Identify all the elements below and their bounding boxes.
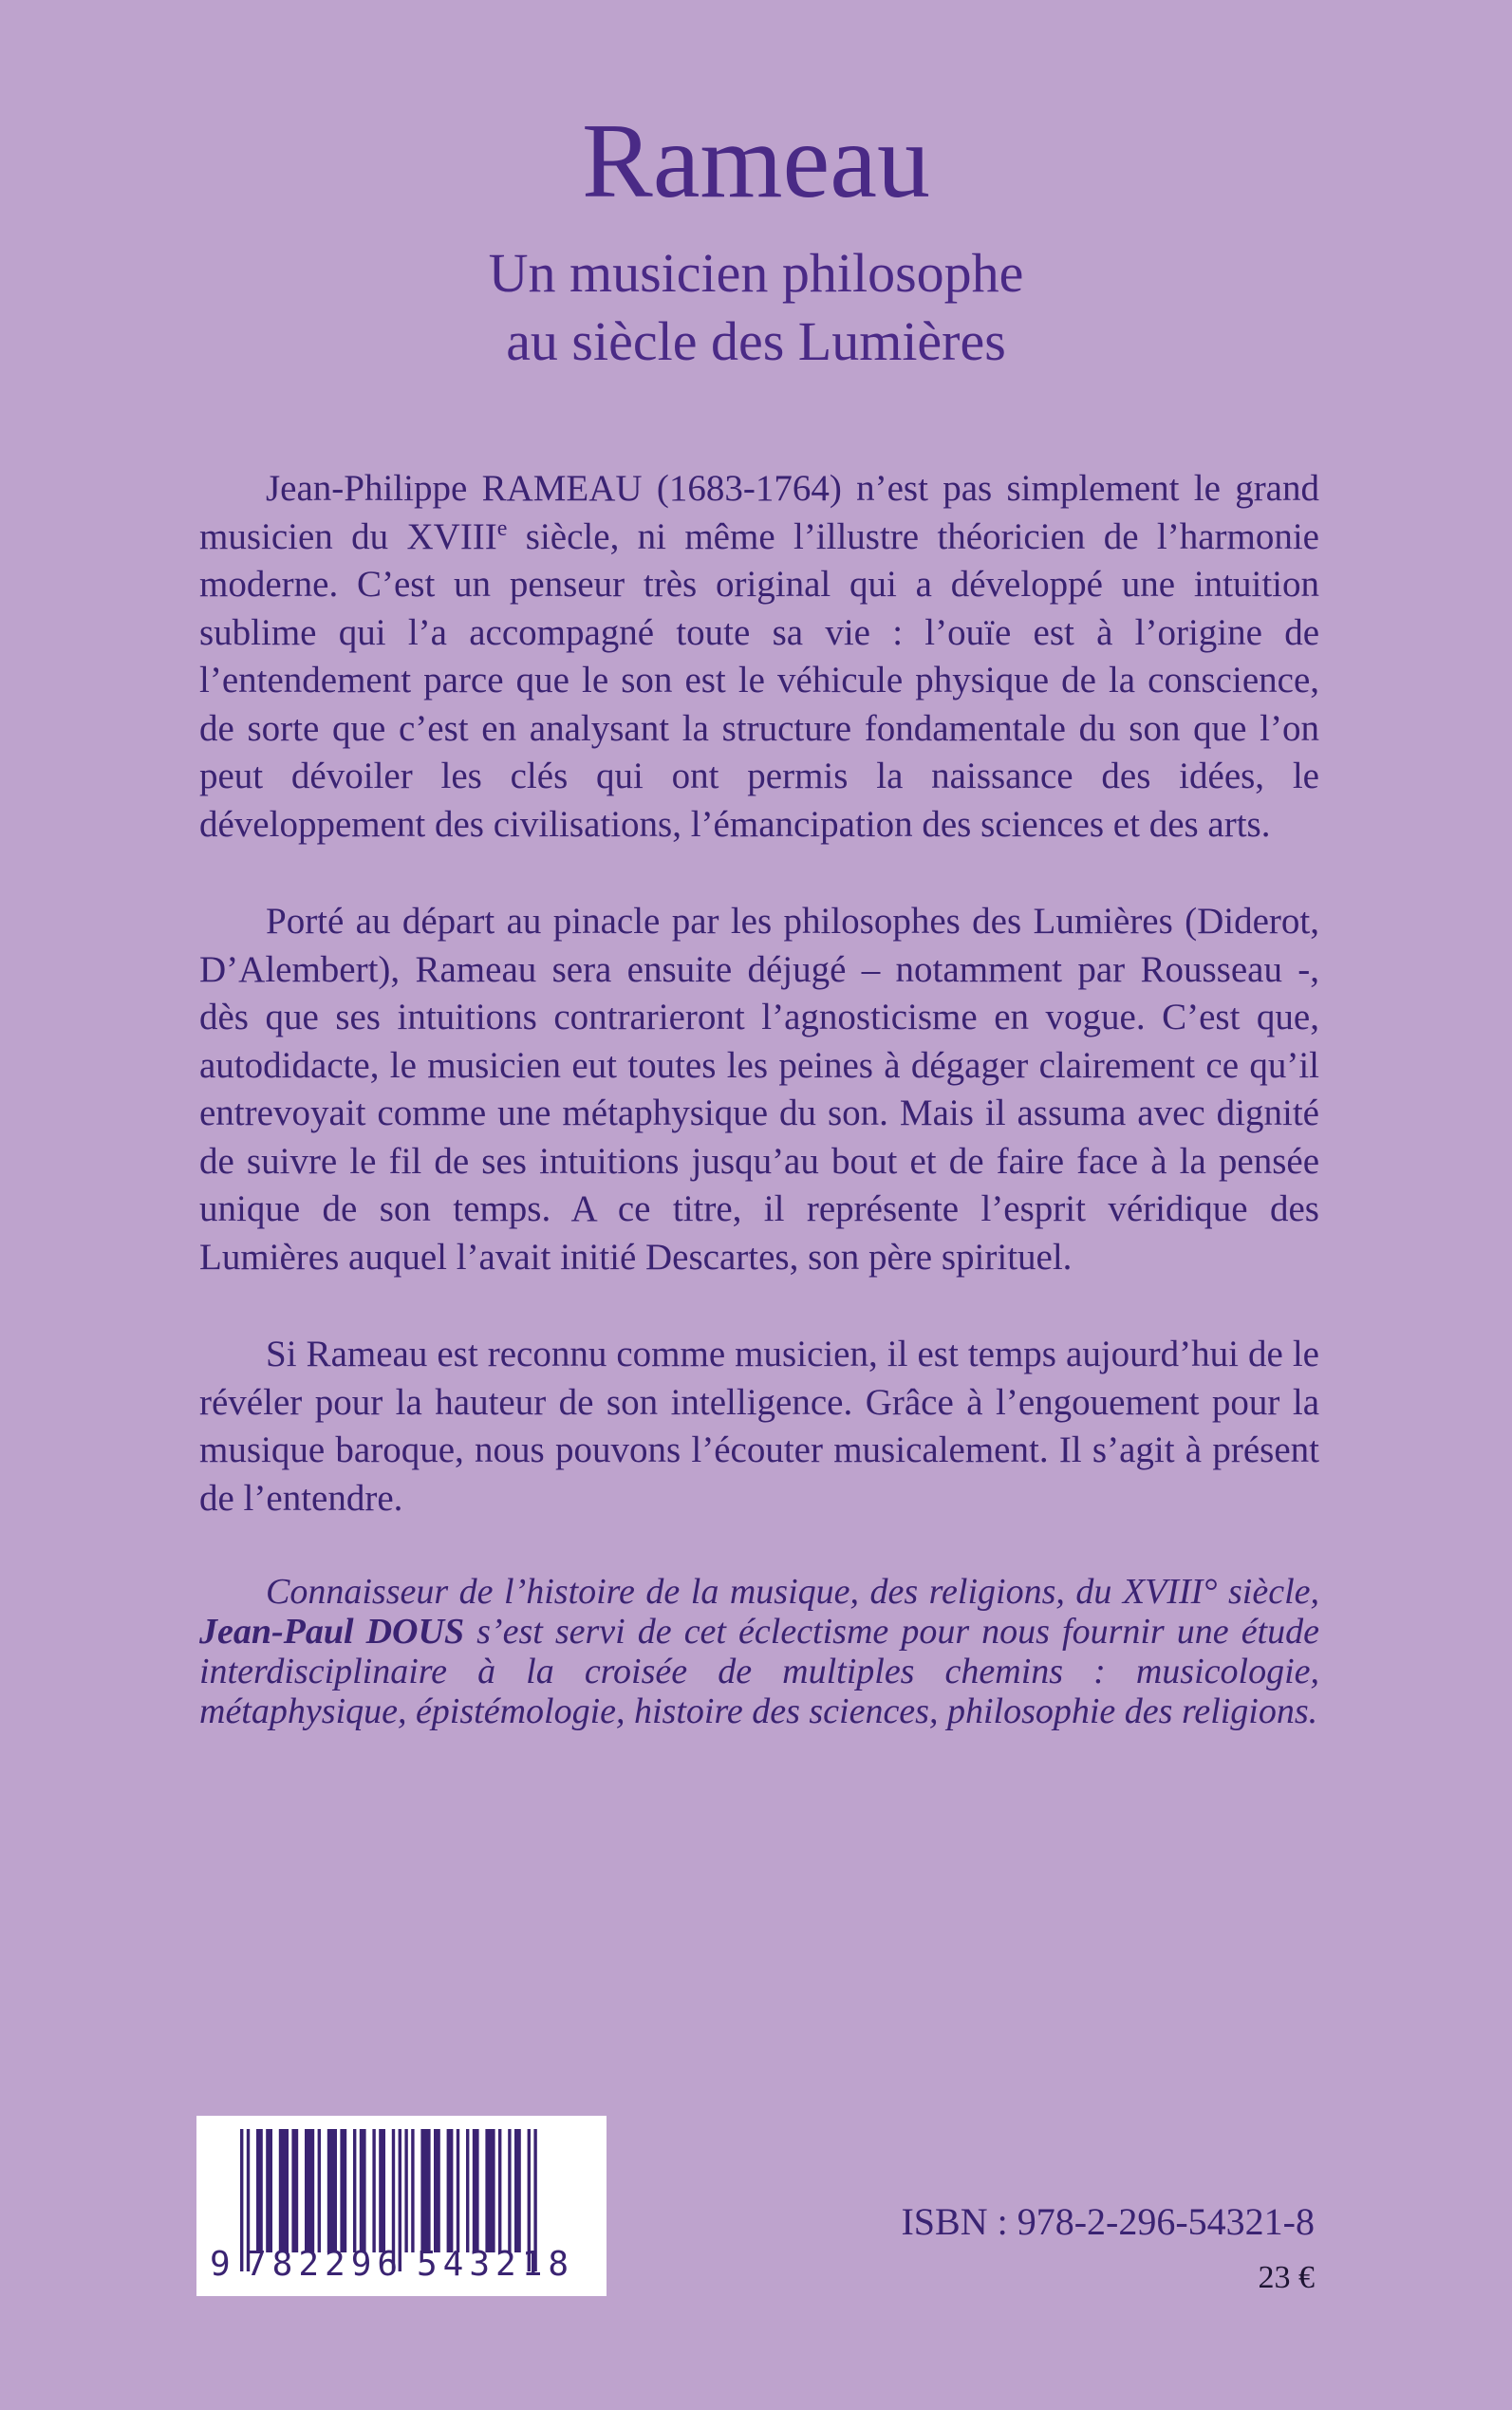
barcode-bar bbox=[318, 2129, 321, 2252]
barcode-bar bbox=[404, 2129, 407, 2252]
barcode-bar bbox=[305, 2129, 314, 2252]
paragraph-2: Porté au départ au pinacle par les philosophes des Lumières (Diderot, D’Alembert), Rameau sera ensuite déjugé – notamment par Rousseau -, dès que ses intuitions contrarieront l’agnosticisme en vogue. C’est que, autodidacte, le musicien eut toutes les peines à dégager clairement ce qu’il entrevoyait comme une métaphysique du son. Mais il assuma avec dignité de suivre le fil de ses intuitions jusqu’au bout et de faire face à la pensée unique de son temps. A ce titre, il représente l’esprit véridique des Lumières auquel l’avait initié Descartes, son père spirituel. bbox=[199, 901, 1319, 1278]
book-subtitle bbox=[0, 239, 1512, 376]
barcode-bar bbox=[279, 2129, 289, 2252]
barcode-bar bbox=[266, 2129, 272, 2252]
paragraph-1 bbox=[199, 465, 1319, 849]
book-title: Rameau bbox=[582, 103, 930, 220]
isbn-barcode bbox=[196, 2116, 607, 2296]
barcode-bar bbox=[420, 2129, 430, 2252]
barcode-bar bbox=[473, 2129, 479, 2252]
subtitle-line-1: Un musicien philosophe bbox=[488, 242, 1024, 304]
barcode-right-digits: 543218 bbox=[417, 2245, 575, 2284]
barcode-lead-digit: 9 bbox=[210, 2245, 231, 2284]
barcode-bar bbox=[447, 2129, 454, 2252]
paragraph-1-part-a: Jean-Philippe RAMEAU (1683-1764) n’est pas simplement le grand musicien du XVIII bbox=[199, 468, 1319, 557]
price: 23 € bbox=[1258, 2260, 1315, 2295]
barcode-bar bbox=[327, 2129, 337, 2252]
barcode-left-digits: 782296 bbox=[246, 2245, 404, 2284]
isbn-number: ISBN : 978-2-296-54321-8 bbox=[901, 2200, 1315, 2243]
paragraph-3: Si Rameau est reconnu comme musicien, il est temps aujourd’hui de le révéler pour la hauteur de son intelligence. Grâce à l’engouement pour la musique baroque, nous pouvons l’écouter musicalement. Il s’agit à présent de l’entendre. bbox=[199, 1334, 1319, 1519]
barcode-bar bbox=[514, 2129, 521, 2252]
barcode-bar bbox=[434, 2129, 440, 2252]
barcode-bar bbox=[379, 2129, 385, 2252]
author-bio bbox=[199, 1572, 1319, 1731]
barcode-bar bbox=[360, 2129, 366, 2252]
author-bio-part-a: Connaisseur de l’histoire de la musique, des religions, du XVIII° siècle, bbox=[266, 1572, 1319, 1612]
barcode-bar bbox=[457, 2129, 459, 2252]
back-cover-blurb bbox=[199, 465, 1319, 1781]
century-superscript: e bbox=[496, 515, 508, 541]
barcode-bar bbox=[485, 2129, 495, 2252]
author-bio-part-b: s’est servi de cet éclectisme pour nous fournir une étude interdisciplinaire à la croisée de multiples chemins : musicologie, métaphysique, épistémologie, histoire des sciences, philosophie des religions. bbox=[199, 1612, 1319, 1731]
barcode-bar bbox=[256, 2129, 263, 2252]
barcode-graphic bbox=[196, 2116, 607, 2296]
barcode-bar bbox=[508, 2129, 511, 2252]
paragraph-1-part-b: siècle, ni même l’illustre théoricien de l’harmonie moderne. C’est un penseur très original qui a développé une intuition sublime qui l’a accompagné toute sa vie : l’ouïe est à l’origine de l’entendement parce que le son est le véhicule physique de la conscience, de sorte que c’est en analysant la structure fondamentale du son que l’on peut dévoiler les clés qui ont permis la naissance des idées, le développement des civilisations, l’émancipation des sciences et des arts. bbox=[199, 515, 1319, 845]
author-name: Jean-Paul DOUS bbox=[199, 1612, 465, 1652]
barcode-bar bbox=[340, 2129, 346, 2252]
barcode-bar bbox=[353, 2129, 356, 2252]
barcode-bar bbox=[466, 2129, 469, 2252]
barcode-bar bbox=[240, 2129, 243, 2271]
barcode-bar bbox=[291, 2129, 298, 2252]
barcode-bar bbox=[498, 2129, 501, 2252]
barcode-bar bbox=[411, 2129, 414, 2252]
subtitle-line-2: au siècle des Lumières bbox=[506, 310, 1006, 372]
barcode-bar bbox=[372, 2129, 375, 2252]
